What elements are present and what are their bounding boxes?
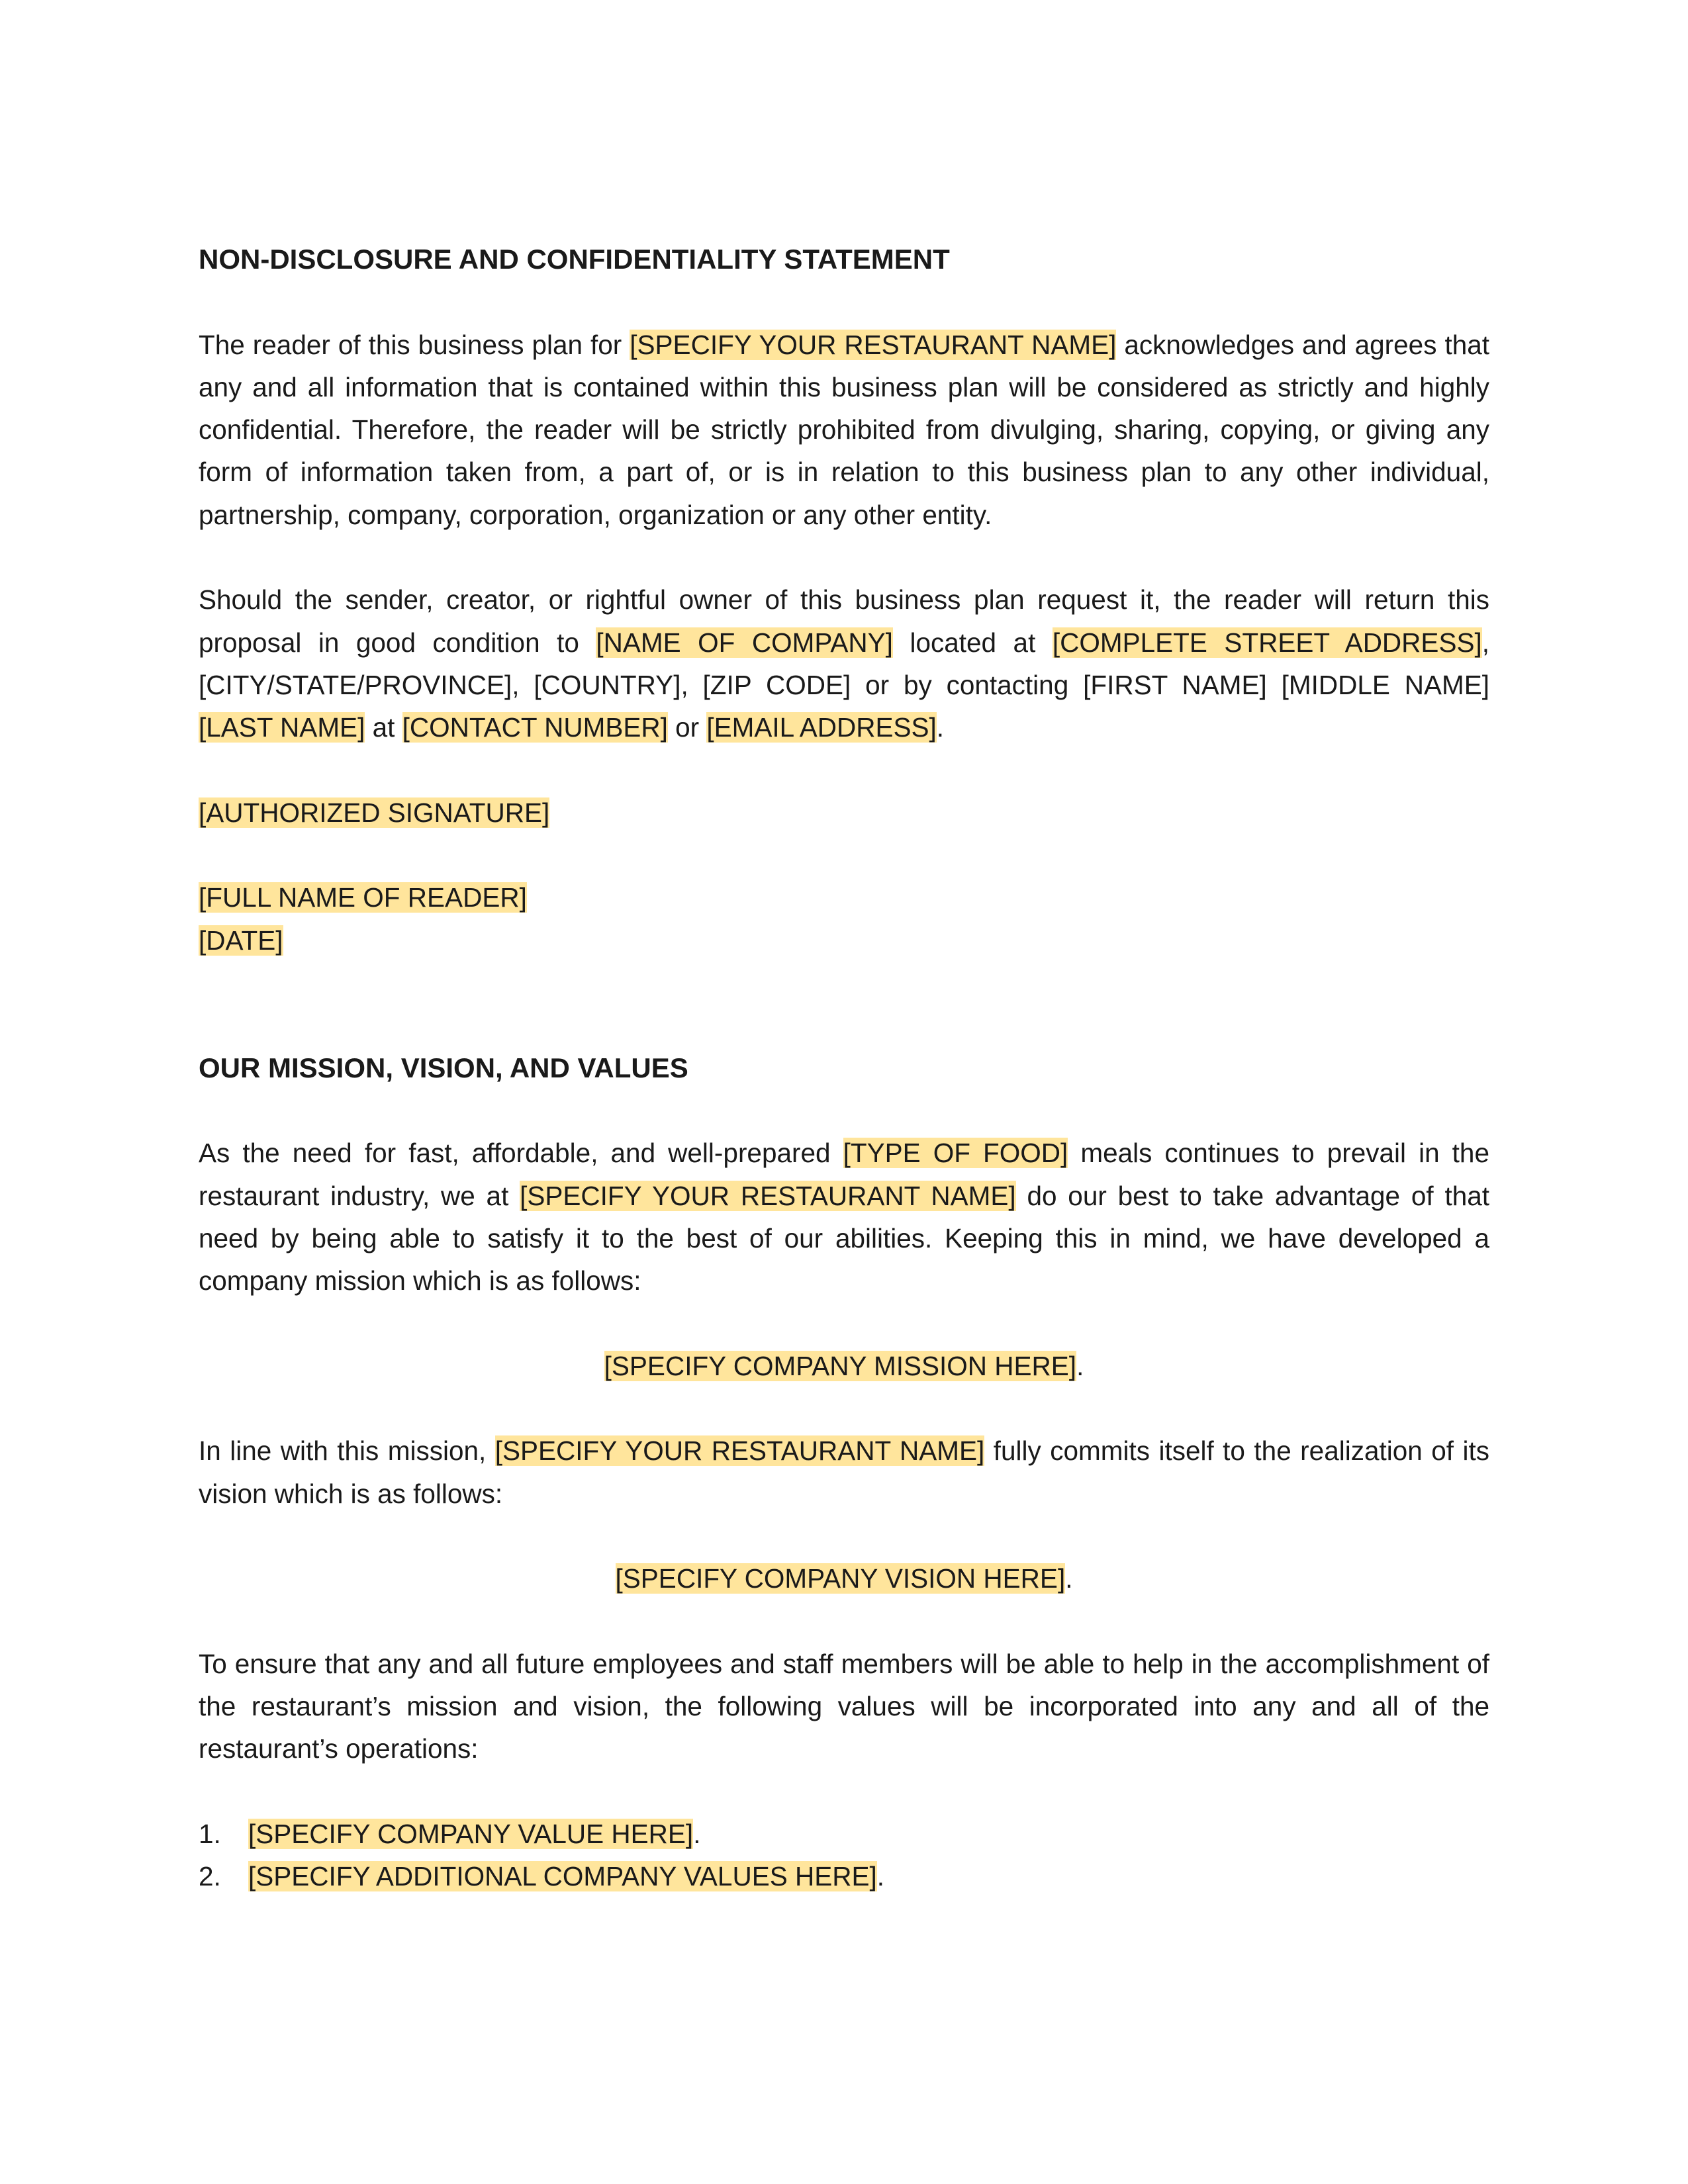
placeholder-company-mission: [SPECIFY COMPANY MISSION HERE]	[604, 1350, 1077, 1381]
text-run: at	[365, 712, 402, 743]
nda-heading: NON-DISCLOSURE AND CONFIDENTIALITY STATEMENT	[199, 244, 950, 275]
placeholder-additional-values: [SPECIFY ADDITIONAL COMPANY VALUES HERE]	[248, 1861, 877, 1892]
signature-line	[199, 792, 1489, 834]
spacer	[199, 1600, 1489, 1643]
vision-statement	[199, 1557, 1489, 1600]
list-item	[199, 1855, 1489, 1897]
placeholder-restaurant-name: [SPECIFY YOUR RESTAURANT NAME]	[494, 1435, 985, 1467]
placeholder-reader-name: [FULL NAME OF READER]	[199, 882, 527, 913]
placeholder-street-address: [COMPLETE STREET ADDRESS]	[1052, 627, 1482, 658]
spacer	[199, 281, 1489, 323]
mission-paragraph-2	[199, 1430, 1489, 1515]
spacer	[199, 536, 1489, 578]
spacer	[199, 749, 1489, 792]
mission-statement	[199, 1345, 1489, 1387]
placeholder-contact-number: [CONTACT NUMBER]	[402, 712, 668, 743]
text-run: .	[876, 1861, 885, 1892]
placeholder-authorized-signature: [AUTHORIZED SIGNATURE]	[199, 797, 550, 828]
values-list	[199, 1813, 1489, 1898]
spacer	[199, 1089, 1489, 1132]
placeholder-company-vision: [SPECIFY COMPANY VISION HERE]	[615, 1563, 1066, 1594]
text-run: As the need for fast, affordable, and well-prepared	[199, 1138, 843, 1169]
text-run: The reader of this business plan for	[199, 329, 630, 360]
text-run: Should the sender, creator, or rightful owner of this business plan request it, the reader will return this proposal in good condition to	[199, 584, 1489, 658]
text-run: meals continues to prevail in the restaurant industry, we at	[199, 1138, 1489, 1211]
placeholder-company-name: [NAME OF COMPANY]	[596, 627, 893, 658]
document-page	[199, 238, 1489, 1898]
placeholder-company-value: [SPECIFY COMPANY VALUE HERE]	[248, 1818, 694, 1849]
text-run: In line with this mission,	[199, 1435, 495, 1467]
text-run: .	[936, 712, 945, 743]
spacer	[199, 1387, 1489, 1430]
mission-paragraph-1	[199, 1132, 1489, 1302]
reader-name-line	[199, 876, 1489, 919]
placeholder-email-address: [EMAIL ADDRESS]	[706, 712, 937, 743]
text-run: acknowledges and agrees that any and all information that is contained within this business plan will be considered as strictly and highly confidential. Therefore, the reader will be strictly prohibited from divulging, sharing, copying, or giving any form of information taken from, a part of, or is in relation to this business plan to any other individual, partnership, company, corporation, organization or any other entity.	[199, 329, 1489, 530]
placeholder-type-of-food: [TYPE OF FOOD]	[843, 1138, 1068, 1169]
text-run: .	[1076, 1350, 1084, 1381]
date-line	[199, 919, 1489, 962]
list-number: 1.	[199, 1818, 221, 1849]
text-run: fully commits itself to the realization of its vision which is as follows:	[199, 1435, 1489, 1509]
text-run: .	[1065, 1563, 1073, 1594]
list-item	[199, 1813, 1489, 1855]
text-run: , [CITY/STATE/PROVINCE], [COUNTRY], [ZIP CODE] or by contacting [FIRST NAME] [MIDDLE NAME]	[199, 627, 1489, 700]
nda-paragraph-2	[199, 578, 1489, 749]
placeholder-date: [DATE]	[199, 925, 283, 956]
placeholder-restaurant-name: [SPECIFY YOUR RESTAURANT NAME]	[630, 329, 1117, 360]
text-run: or	[667, 712, 707, 743]
placeholder-restaurant-name: [SPECIFY YOUR RESTAURANT NAME]	[520, 1180, 1016, 1211]
nda-paragraph-1	[199, 324, 1489, 536]
spacer	[199, 1770, 1489, 1813]
text-run: do our best to take advantage of that need by being able to satisfy it to the best of our abilities. Keeping this in mind, we have developed a company mission which is as follows:	[199, 1180, 1489, 1297]
list-number: 2.	[199, 1861, 221, 1892]
spacer	[199, 1302, 1489, 1344]
spacer	[199, 962, 1489, 1047]
text-run: located at	[892, 627, 1053, 658]
text-run: .	[693, 1818, 701, 1849]
mission-heading: OUR MISSION, VISION, AND VALUES	[199, 1052, 688, 1083]
spacer	[199, 1515, 1489, 1557]
spacer	[199, 834, 1489, 876]
placeholder-last-name: [LAST NAME]	[199, 712, 365, 743]
mission-paragraph-3: To ensure that any and all future employees and staff members will be able to help in the accomplishment of the restaurant’s mission and vision, the following values will be incorporated into any and all of the restaurant’s operations:	[199, 1648, 1489, 1764]
